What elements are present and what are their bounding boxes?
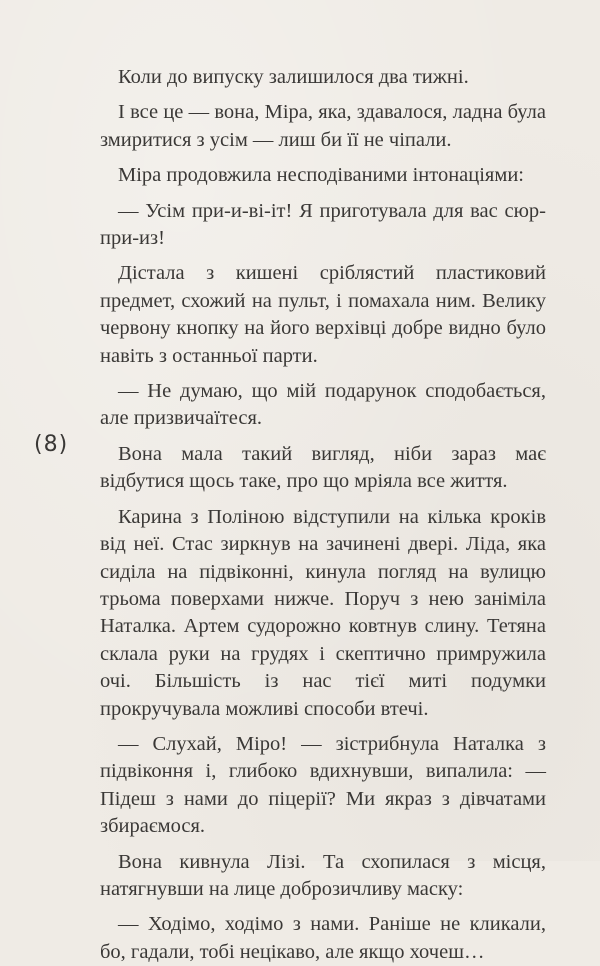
paragraph: — Слухай, Міро! — зістрибнула Наталка з підвіконня і, глибоко вдихнувши, випалила: — Підеш з нами до піцерії? Ми якраз з дівчатами збираємося. xyxy=(100,732,546,838)
paragraph: Карина з Поліною відступили на кілька кроків від неї. Стас зиркнув на зачинені двері. Ліда, яка сиділа на підвіконні, кинула погляд на вулицю трьома поверхами нижче. Поруч з нею заніміла Наталка. Артем судорожно ковтнув слину. Тетяна склала руки на грудях і скептично примружила очі. Більшість із нас тієї миті подумки прокручувала можливі способи втечі. xyxy=(100,505,546,720)
paragraph: Коли до випуску залишилося два тижні. xyxy=(118,66,469,88)
page-body-text xyxy=(100,64,546,966)
page-number: (8) xyxy=(34,432,69,457)
paragraph: Міра продовжила несподіваними інтонаціями: xyxy=(118,164,524,187)
paragraph: — Ходімо, ходімо з нами. Раніше не кликали, бо, гадали, тобі нецікаво, але якщо хочеш… xyxy=(100,913,546,963)
paragraph: — Не думаю, що мій подарунок сподобається, але призвичаїтеся. xyxy=(100,380,546,430)
paragraph: Вона кивнула Лізі. Та схопилася з місця, натягнувши на лице доброзичливу маску: xyxy=(100,850,546,900)
paragraph: І все це — вона, Міра, яка, здавалося, ладна була змиритися з усім — лиш би її не чіпали. xyxy=(100,101,546,151)
paragraph: — Усім при-и-ві-іт! Я приготувала для вас сюр-при-из! xyxy=(100,199,546,250)
paragraph: Вона мала такий вигляд, ніби зараз має відбутися щось таке, про що мріяла все життя. xyxy=(100,442,546,493)
paragraph: Дістала з кишені сріблястий пластиковий предмет, схожий на пульт, і помахала ним. Велику червону кнопку на його верхівці добре видно було навіть з останньої парти. xyxy=(100,262,546,367)
